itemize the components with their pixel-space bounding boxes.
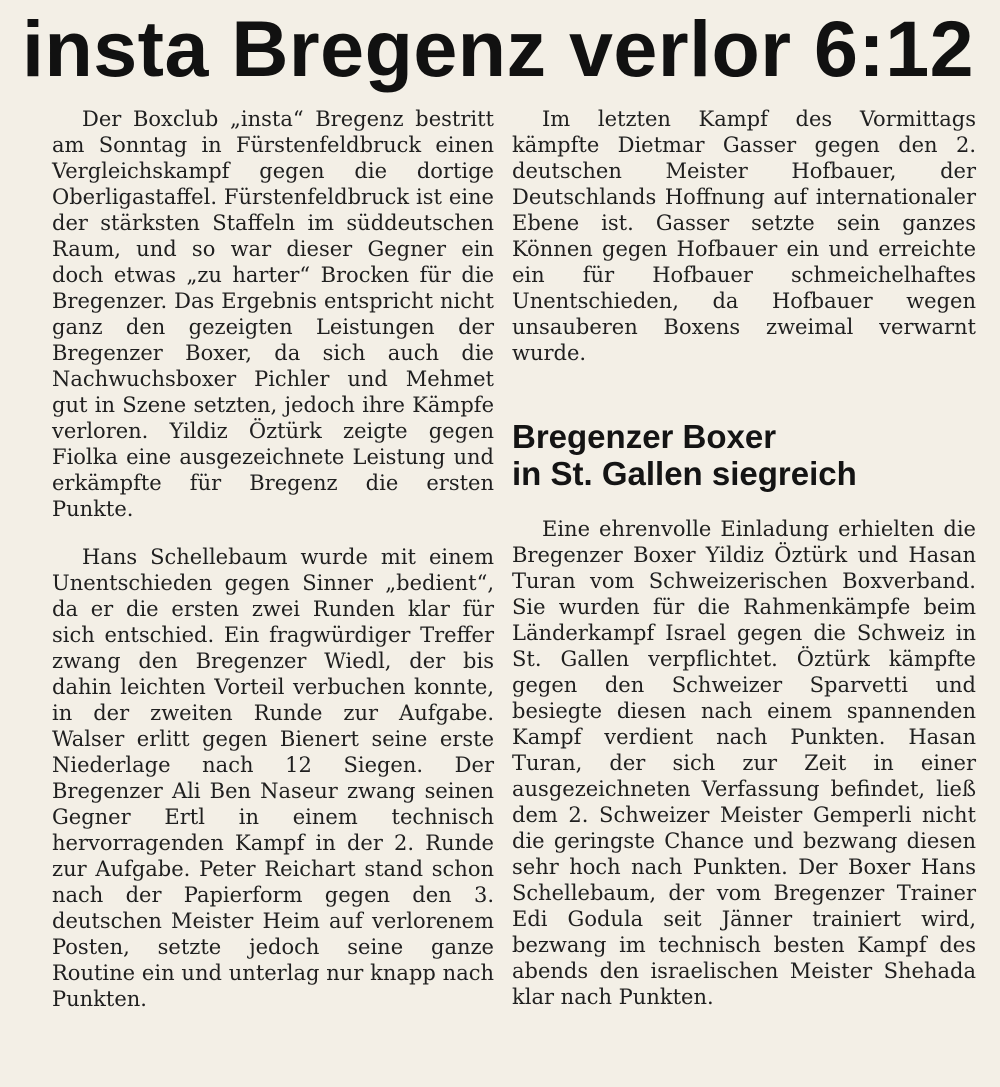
article-paragraph-bouts: Hans Schellebaum wurde mit einem Unentschieden gegen Sinner „bedient“, da er die ersten zwei Runden klar für sich entschied. Ein fragwürdiger Treffer zwang den Bregenzer Wiedl, der bis dahin leichten Vorteil verbuchen konnte, in der zweiten Runde zur Aufgabe. Walser erlitt gegen Bienert seine erste Niederlage nach 12 Siegen. Der Bregenzer Ali Ben Naseur zwang seinen Gegner Ertl in einem technisch hervorragenden Kampf in der 2. Runde zur Aufgabe. Peter Reichart stand schon nach der Papierform gegen den 3. deutschen Meister Heim auf verlorenem Posten, setzte jedoch seine ganze Routine ein und unterlag nur knapp nach Punkten.: [52, 545, 494, 1011]
left-column: [52, 106, 494, 1012]
article-headline: insta Bregenz verlor 6:12: [22, 4, 975, 93]
right-column: [512, 106, 976, 1010]
subheadline-line-2: in St. Gallen siegreich: [512, 455, 857, 492]
article-paragraph-last-bout: Im letzten Kampf des Vormittags kämpfte Dietmar Gasser gegen den 2. deutschen Meister Hofbauer, der Deutschlands Hoffnung auf internationaler Ebene ist. Gasser setzte sein ganzes Können gegen Hofbauer ein und erreichte ein für Hofbauer schmeichelhaftes Unentschieden, da Hofbauer wegen unsauberen Boxens zweimal verwarnt wurde.: [512, 107, 976, 365]
subheadline-line-1: Bregenzer Boxer: [512, 418, 777, 455]
article-paragraph-intro: Der Boxclub „insta“ Bregenz bestritt am Sonntag in Fürstenfeldbruck einen Vergleichskampf gegen die dortige Oberligastaffel. Fürstenfeldbruck ist eine der stärksten Staffeln im süddeutschen Raum, und so war dieser Gegner ein doch etwas „zu harter“ Brocken für die Bregenzer. Das Ergebnis entspricht nicht ganz den gezeigten Leistungen der Bregenzer Boxer, da sich auch die Nachwuchsboxer Pichler und Mehmet gut in Szene setzten, jedoch ihre Kämpfe verloren. Yildiz Öztürk zeigte gegen Fiolka eine ausgezeichnete Leistung und erkämpfte für Bregenz die ersten Punkte.: [52, 107, 494, 521]
article-paragraph-st-gallen: Eine ehrenvolle Einladung erhielten die Bregenzer Boxer Yildiz Öztürk und Hasan Turan vom Schweizerischen Boxverband. Sie wurden für die Rahmenkämpfe beim Länderkampf Israel gegen die Schweiz in St. Gallen verpflichtet. Öztürk kämpfte gegen den Schweizer Sparvetti und besiegte diesen nach einem spannenden Kampf verdient nach Punkten. Hasan Turan, der sich zur Zeit in einer ausgezeichneten Verfassung befindet, ließ dem 2. Schweizer Meister Gemperli nicht die geringste Chance und bezwang diesen sehr hoch nach Punkten. Der Boxer Hans Schellebaum, der vom Bregenzer Trainer Edi Godula seit Jänner trainiert wird, bezwang im technisch besten Kampf des abends den israelischen Meister Shehada klar nach Punkten.: [512, 517, 976, 1009]
article-subheadline: [512, 418, 976, 492]
